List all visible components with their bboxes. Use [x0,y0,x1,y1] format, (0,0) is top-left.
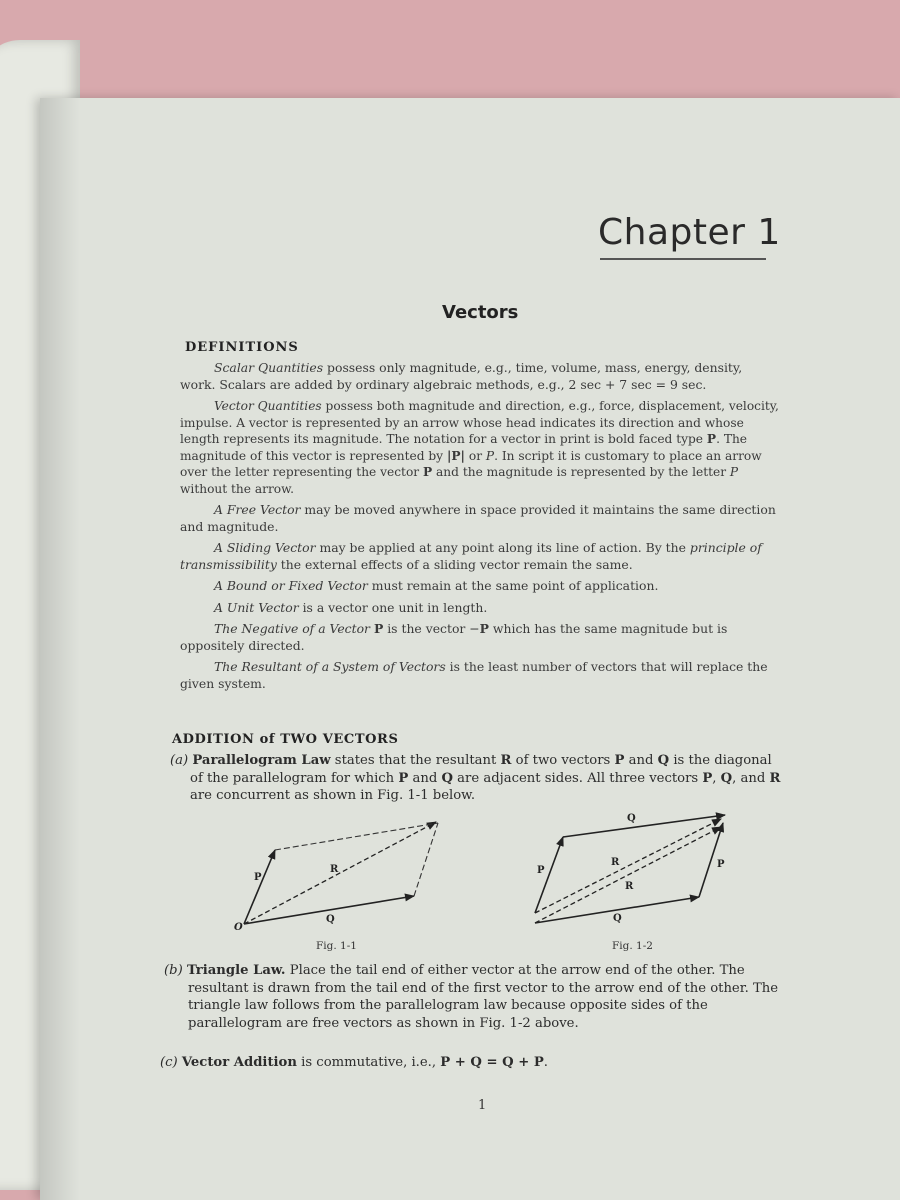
definition-bound-vector: A Bound or Fixed Vector must remain at the same point of application. [214,578,659,593]
dashed-side-top [275,823,438,850]
parallelogram-law-text: (a) Parallelogram Law states that the resultant R of two vectors P and Q is the diagonal of the parallelogram for which P and Q are adjacent sides. All three vectors P, Q, and R are concurrent as shown in Fig. 1-1 below. [170,753,781,803]
chapter-rule [600,258,766,260]
definition-resultant: The Resultant of a System of Vectors is the least number of vectors that will replace the given system. [180,659,768,691]
label-Q-top: Q [627,813,636,824]
chapter-heading: Chapter 1 [598,212,781,253]
page-gutter-shadow [40,98,80,1200]
section-title: Vectors [442,302,519,323]
label-Q: Q [326,914,335,925]
triangle-law [164,962,804,1032]
label-R-upper: R [611,857,620,868]
label-P-right: P [717,859,725,870]
label-O: O [234,922,243,932]
figure-1-1 [230,812,450,932]
definition-negative-vector: The Negative of a Vector P is the vector −P which has the same magnitude but is oppositely directed. [180,621,728,653]
figure-1-2 [525,805,735,930]
figure-1-1-caption: Fig. 1-1 [316,940,357,952]
vector-P [244,850,275,924]
parallelogram-law [170,752,782,805]
definition-scalar: Scalar Quantities possess only magnitude, e.g., time, volume, mass, energy, density, work. Scalars are added by ordinary algebraic methods, e.g., 2 sec + 7 sec = 9 sec. [180,360,743,392]
label-R: R [330,864,339,875]
definition-sliding-vector: A Sliding Vector may be applied at any point along its line of action. By the principle of transmissibility the external effects of a sliding vector remain the same. [180,540,762,572]
figure-1-2-caption: Fig. 1-2 [612,940,653,952]
label-P-left: P [537,865,545,876]
dashed-side-right [414,823,438,896]
label-Q-bottom: Q [613,913,622,924]
vector-Q-top [563,815,725,837]
definition-free-vector: A Free Vector may be moved anywhere in space provided it maintains the same direction and magnitude. [180,502,776,534]
vector-R-upper [535,819,721,913]
definition-vector: Vector Quantities possess both magnitude and direction, e.g., force, displacement, velocity, impulse. A vector is represented by an arrow whose head indicates its direction and whose length represents its magnitude. The notation for a vector in print is bold faced type P. The magnitude of this vector is represented by |P| or P. In script it is customary to place an arrow over the letter representing the vector P and the magnitude is represented by the letter P without the arrow. [180,399,779,496]
page-number: 1 [478,1098,487,1113]
definition-unit-vector: A Unit Vector is a vector one unit in length. [214,599,488,615]
label-P: P [254,872,262,883]
vector-addition-commutative [160,1054,800,1072]
commutative-text: (c) Vector Addition is commutative, i.e., P + Q = Q + P. [160,1055,548,1070]
definitions-heading: DEFINITIONS [185,340,299,355]
triangle-law-text: (b) Triangle Law. Place the tail end of either vector at the arrow end of the other. The resultant is drawn from the tail end of the first vector to the arrow end of the other. The triangle law follows from the parallelogram law because opposite sides of the parallelogram are free vectors as shown in Fig. 1-2 above. [164,963,779,1031]
addition-heading: ADDITION of TWO VECTORS [172,732,399,747]
definitions-body [180,360,780,692]
label-R-lower: R [625,881,634,892]
